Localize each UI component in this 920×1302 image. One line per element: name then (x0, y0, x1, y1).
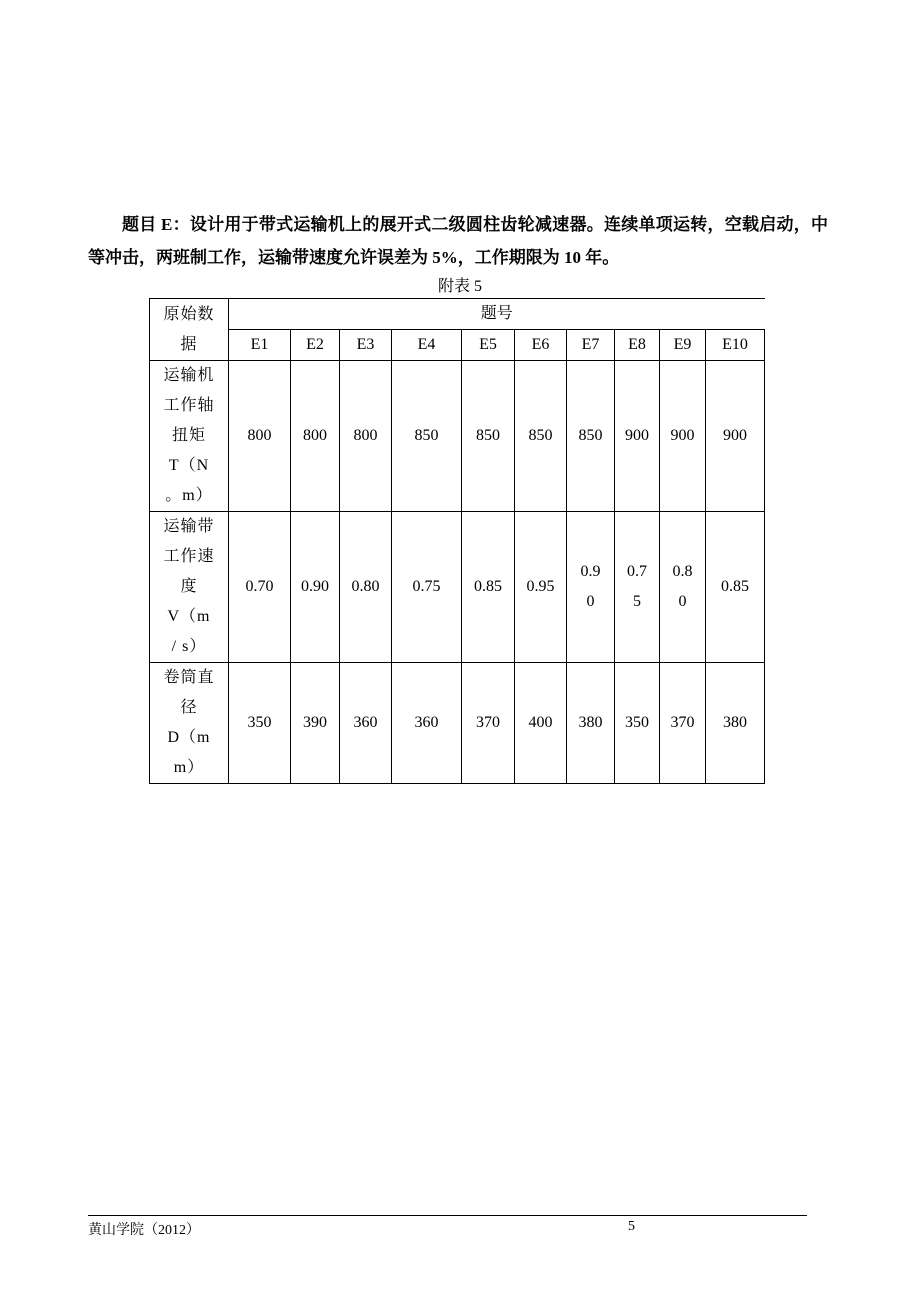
parameter-label: 运输机 工作轴 扭矩 T（N 。m） (150, 361, 229, 512)
table-cell: 390 (291, 663, 340, 784)
table-cell: 0.80 (340, 512, 392, 663)
table-cell: 380 (567, 663, 615, 784)
table-cell: 350 (615, 663, 660, 784)
table-cell: 800 (291, 361, 340, 512)
column-header: E8 (615, 330, 660, 361)
table-cell: 370 (660, 663, 706, 784)
column-header: E7 (567, 330, 615, 361)
problem-statement: 题目 E：设计用于带式运输机上的展开式二级圆柱齿轮减速器。连续单项运转，空载启动，中等冲击，两班制工作，运输带速度允许误差为 5%，工作期限为 10 年。 (88, 215, 828, 267)
table-cell: 800 (229, 361, 291, 512)
table-row (150, 663, 765, 784)
table-cell: 900 (660, 361, 706, 512)
table-cell: 0.90 (291, 512, 340, 663)
column-header: E2 (291, 330, 340, 361)
table-cell: 850 (462, 361, 515, 512)
group-header: 题号 (229, 299, 765, 330)
table-cell: 350 (229, 663, 291, 784)
table-cell: 850 (392, 361, 462, 512)
table-cell: 360 (340, 663, 392, 784)
footer-institution: 黄山学院（2012） (88, 1223, 200, 1238)
column-header: E5 (462, 330, 515, 361)
table-cell: 0.7 5 (615, 512, 660, 663)
table-cell: 0.75 (392, 512, 462, 663)
column-header: E6 (515, 330, 567, 361)
table-cell: 900 (706, 361, 765, 512)
column-header: E4 (392, 330, 462, 361)
table-caption: 附表 5 (437, 278, 482, 295)
table-cell: 0.95 (515, 512, 567, 663)
table-cell: 360 (392, 663, 462, 784)
column-header: E9 (660, 330, 706, 361)
table-cell: 850 (567, 361, 615, 512)
table-row (150, 512, 765, 663)
table-row (150, 361, 765, 512)
table-cell: 0.70 (229, 512, 291, 663)
column-header: E1 (229, 330, 291, 361)
parameter-label: 运输带 工作速 度 V（m / s） (150, 512, 229, 663)
footer-rule (88, 1215, 807, 1216)
table-cell: 370 (462, 663, 515, 784)
table-cell: 380 (706, 663, 765, 784)
table-cell: 800 (340, 361, 392, 512)
table-cell: 900 (615, 361, 660, 512)
corner-header: 原始数 据 (150, 299, 229, 361)
table-cell: 0.8 0 (660, 512, 706, 663)
column-header: E3 (340, 330, 392, 361)
table-cell: 850 (515, 361, 567, 512)
parameter-label: 卷筒直 径 D（m m） (150, 663, 229, 784)
column-header: E10 (706, 330, 765, 361)
data-table (149, 298, 765, 784)
page-number: 5 (628, 1219, 635, 1234)
table-cell: 0.85 (462, 512, 515, 663)
table-cell: 400 (515, 663, 567, 784)
table-cell: 0.9 0 (567, 512, 615, 663)
table-cell: 0.85 (706, 512, 765, 663)
